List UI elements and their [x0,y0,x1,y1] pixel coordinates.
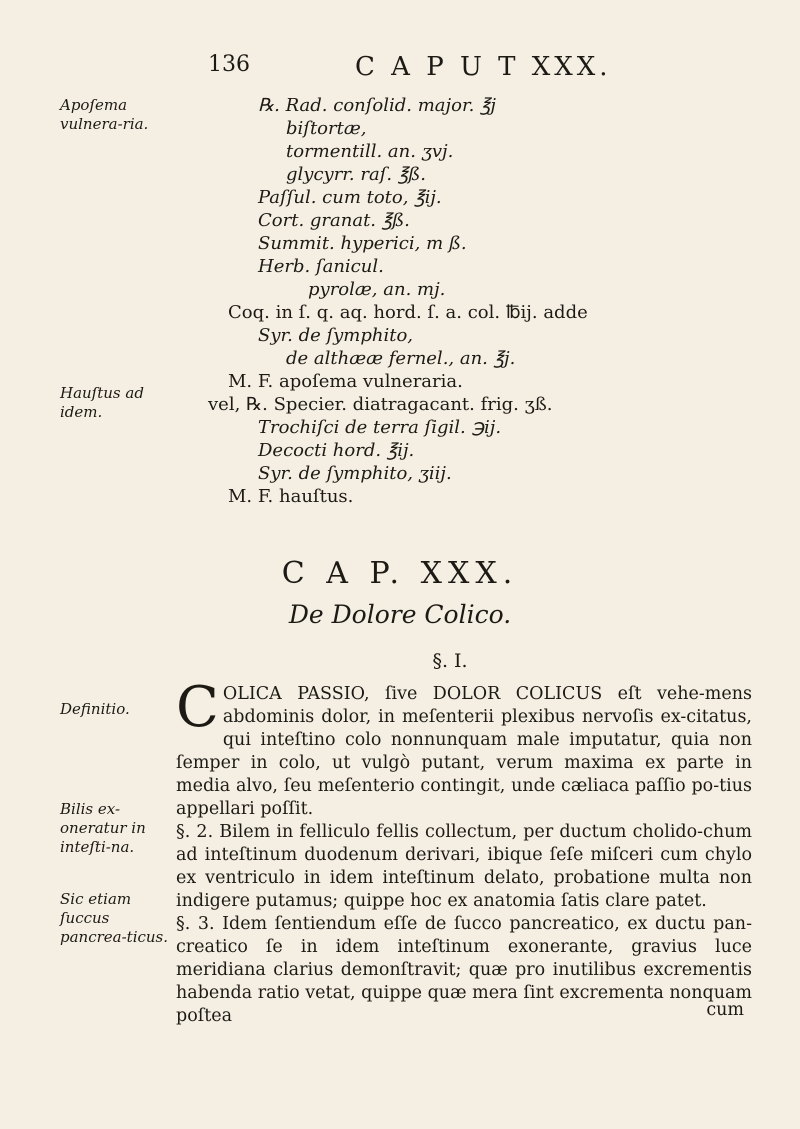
body-text [176,675,752,1028]
drop-cap: C [176,675,219,740]
chapter-subtitle: De Dolore Colico. [288,600,512,629]
running-head [0,52,800,88]
paragraph-definition [176,675,752,821]
recipe-line: glycyrr. raſ. ℥ß. [286,164,426,185]
recipe-line: M. F. apoſema vulneraria. [228,371,463,392]
recipe-line: Syr. de ſymphito, ʒiij. [258,463,452,484]
recipe-line: tormentill. an. ʒvj. [286,141,454,162]
recipe-line: biſtortæ, [286,118,367,139]
recipe-line: Coq. in ſ. q. aq. hord. ſ. a. col. ℔ij. adde [228,302,588,323]
catchword: cum [706,1000,744,1020]
recipe-line: Summit. hyperici, m ß. [258,233,467,254]
page-number: 136 [208,52,250,77]
recipe-line: Syr. de ſymphito, [258,325,414,346]
recipe-line: de althææ fernel., an. ℥j. [286,348,516,369]
recipe-line: Cort. granat. ℥ß. [258,210,410,231]
chapter-heading: C A P U T XXX. [355,52,612,82]
chapter-title: C A P. XXX. [281,556,519,591]
margin-note-aposema: Apoſema vulnera-ria. [60,96,149,133]
recipe-line: Decocti hord. ℥ij. [258,440,415,461]
recipe-line: vel, ℞. Specier. diatragacant. frig. ʒß. [208,394,553,415]
recipe-line: Paſſul. cum toto, ℥ij. [258,187,442,208]
recipe-line: Trochiſci de terra ſigil. ℈ij. [258,417,502,438]
margin-note-bilis: Bilis ex-oneratur in inteſti-na. [60,800,146,856]
paragraph-text: OLICA PASSIO, ſive DOLOR COLICUS eſt vehe-mens abdominis dolor, in meſenterii plexibus nervoſis ex-citatus, qui inteſtino colo nonnunquam male imputatur, quia non ſemper in colo, ut vulgò putant, verum maxima ex parte in media alvo, ſeu meſenterio contingit, unde cæliaca paſſio po-tius appellari poſſit. [176,684,752,819]
paragraph-pancreatic: §. 3. Idem ſentiendum eſſe de ſucco pancreatico, ex ductu pan-creatico ſe in idem inteſtinum exonerante, gravius luce meridiana clarius demonſtravit; quæ pro inutilibus excrementis habenda ratio vetat, quippe quæ mera ſint excrementa nonquam poſtea [176,914,752,1026]
recipe-line: M. F. hauſtus. [228,486,354,507]
section-number: §. I. [432,650,468,672]
margin-note-definitio: Definitio. [60,700,130,718]
margin-note-succus: Sic etiam ſuccus pancrea-ticus. [60,890,169,946]
recipe-line: ℞. Rad. conſolid. major. ℥j [258,95,496,116]
margin-note-haustus: Hauſtus ad idem. [60,384,144,421]
recipe-line: Herb. ſanicul. [258,256,384,277]
prescription-block [208,94,718,508]
paragraph-bile: §. 2. Bilem in felliculo fellis collectum, per ductum cholido-chum ad inteſtinum duodenum derivari, ibique ſeſe miſceri cum chylo ex ventriculo in idem inteſtinum delato, probatione multa non indigere putamus; quippe hoc ex anatomia ſatis clare patet. [176,822,752,911]
recipe-line: pyrolæ, an. mj. [308,279,446,300]
